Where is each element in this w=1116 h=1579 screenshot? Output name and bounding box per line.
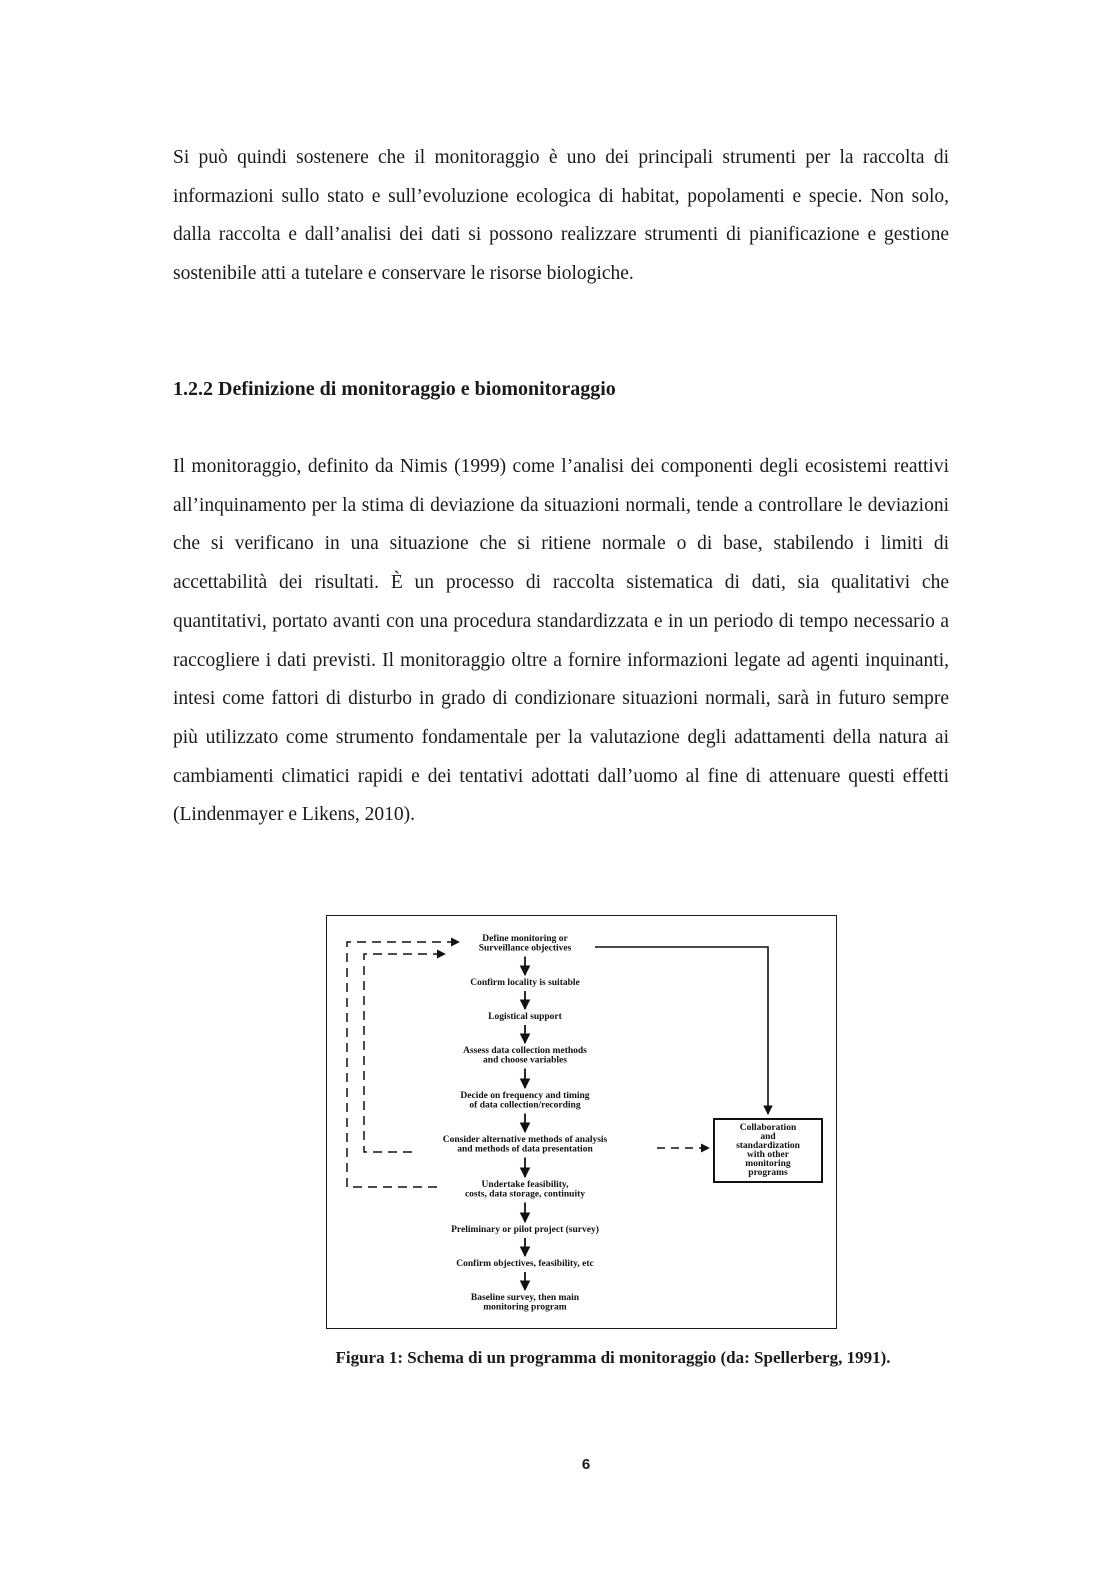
flowchart-step-10: Baseline survey, then main <box>470 1293 580 1303</box>
side-box-line: and <box>760 1132 776 1142</box>
side-box-solid-link <box>595 947 768 1114</box>
flowchart-step-2: Confirm locality is suitable <box>470 978 580 988</box>
flowchart <box>327 916 838 1330</box>
flowchart-step-4: Assess data collection methods <box>463 1046 587 1056</box>
page-number: 6 <box>581 1456 591 1473</box>
body-paragraph-2: Il monitoraggio, definito da Nimis (1999) come l’analisi dei componenti degli ecosistemi reattivi all’inquinamento per la stima di deviazione da situazioni normali, tende a controllare le deviazioni che si verificano in una situazione che si ritiene normale o di base, stabilendo i limiti di accettabilità dei risultati. È un processo di raccolta sistematica di dati, sia qualitativi che quantitativi, portato avanti con una procedura standardizzata e in un periodo di tempo necessario a raccogliere i dati previsti. Il monitoraggio oltre a fornire informazioni legate ad agenti inquinanti, intesi come fattori di disturbo in grado di condizionare situazioni normali, sarà in futuro sempre più utilizzato come strumento fondamentale per la valutazione degli adattamenti della natura ai cambiamenti climatici rapidi e dei tentativi adottati dall’uomo al fine di attenuare questi effetti (Lindenmayer e Likens, 2010). <box>173 456 949 826</box>
flowchart-step-9: Confirm objectives, feasibility, etc <box>456 1259 594 1269</box>
flowchart-step-7: Undertake feasibility, <box>481 1180 569 1190</box>
flowchart-step-7: costs, data storage, continuity <box>464 1189 586 1200</box>
section-heading: 1.2.2 Definizione di monitoraggio e biomonitoraggio <box>173 378 616 400</box>
flowchart-step-8: Preliminary or pilot project (survey) <box>451 1225 599 1235</box>
flowchart-step-5: of data collection/recording <box>469 1100 581 1111</box>
side-box-line: programs <box>748 1168 788 1178</box>
flowchart-step-4: and choose variables <box>483 1055 567 1066</box>
side-box-line: Collaboration <box>739 1123 797 1133</box>
flowchart-step-1: Surveillance objectives <box>478 943 572 954</box>
figure-monitoring-schema <box>326 915 837 1329</box>
inner-feedback-loop <box>364 954 445 1152</box>
flowchart-step-10: monitoring program <box>483 1302 567 1313</box>
side-box-line: monitoring <box>745 1159 791 1169</box>
flowchart-step-6: Consider alternative methods of analysis <box>442 1135 608 1145</box>
flowchart-step-6: and methods of data presentation <box>457 1144 593 1155</box>
side-box-line: with other <box>747 1150 789 1160</box>
body-paragraph-1: Si può quindi sostenere che il monitoraggio è uno dei principali strumenti per la raccolta di informazioni sullo stato e sull’evoluzione ecologica di habitat, popolamenti e specie. Non solo, dalla raccolta e dall’analisi dei dati si possono realizzare strumenti di pianificazione e gestione sostenibile atti a tutelare e conservare le risorse biologiche. <box>173 147 949 285</box>
flowchart-step-5: Decide on frequency and timing <box>460 1091 590 1101</box>
figure-caption: Figura 1: Schema di un programma di monitoraggio (da: Spellerberg, 1991). <box>335 1348 891 1367</box>
flowchart-step-1: Define monitoring or <box>482 934 568 944</box>
flowchart-step-3: Logistical support <box>488 1012 562 1022</box>
side-box-line: standardization <box>736 1141 800 1151</box>
